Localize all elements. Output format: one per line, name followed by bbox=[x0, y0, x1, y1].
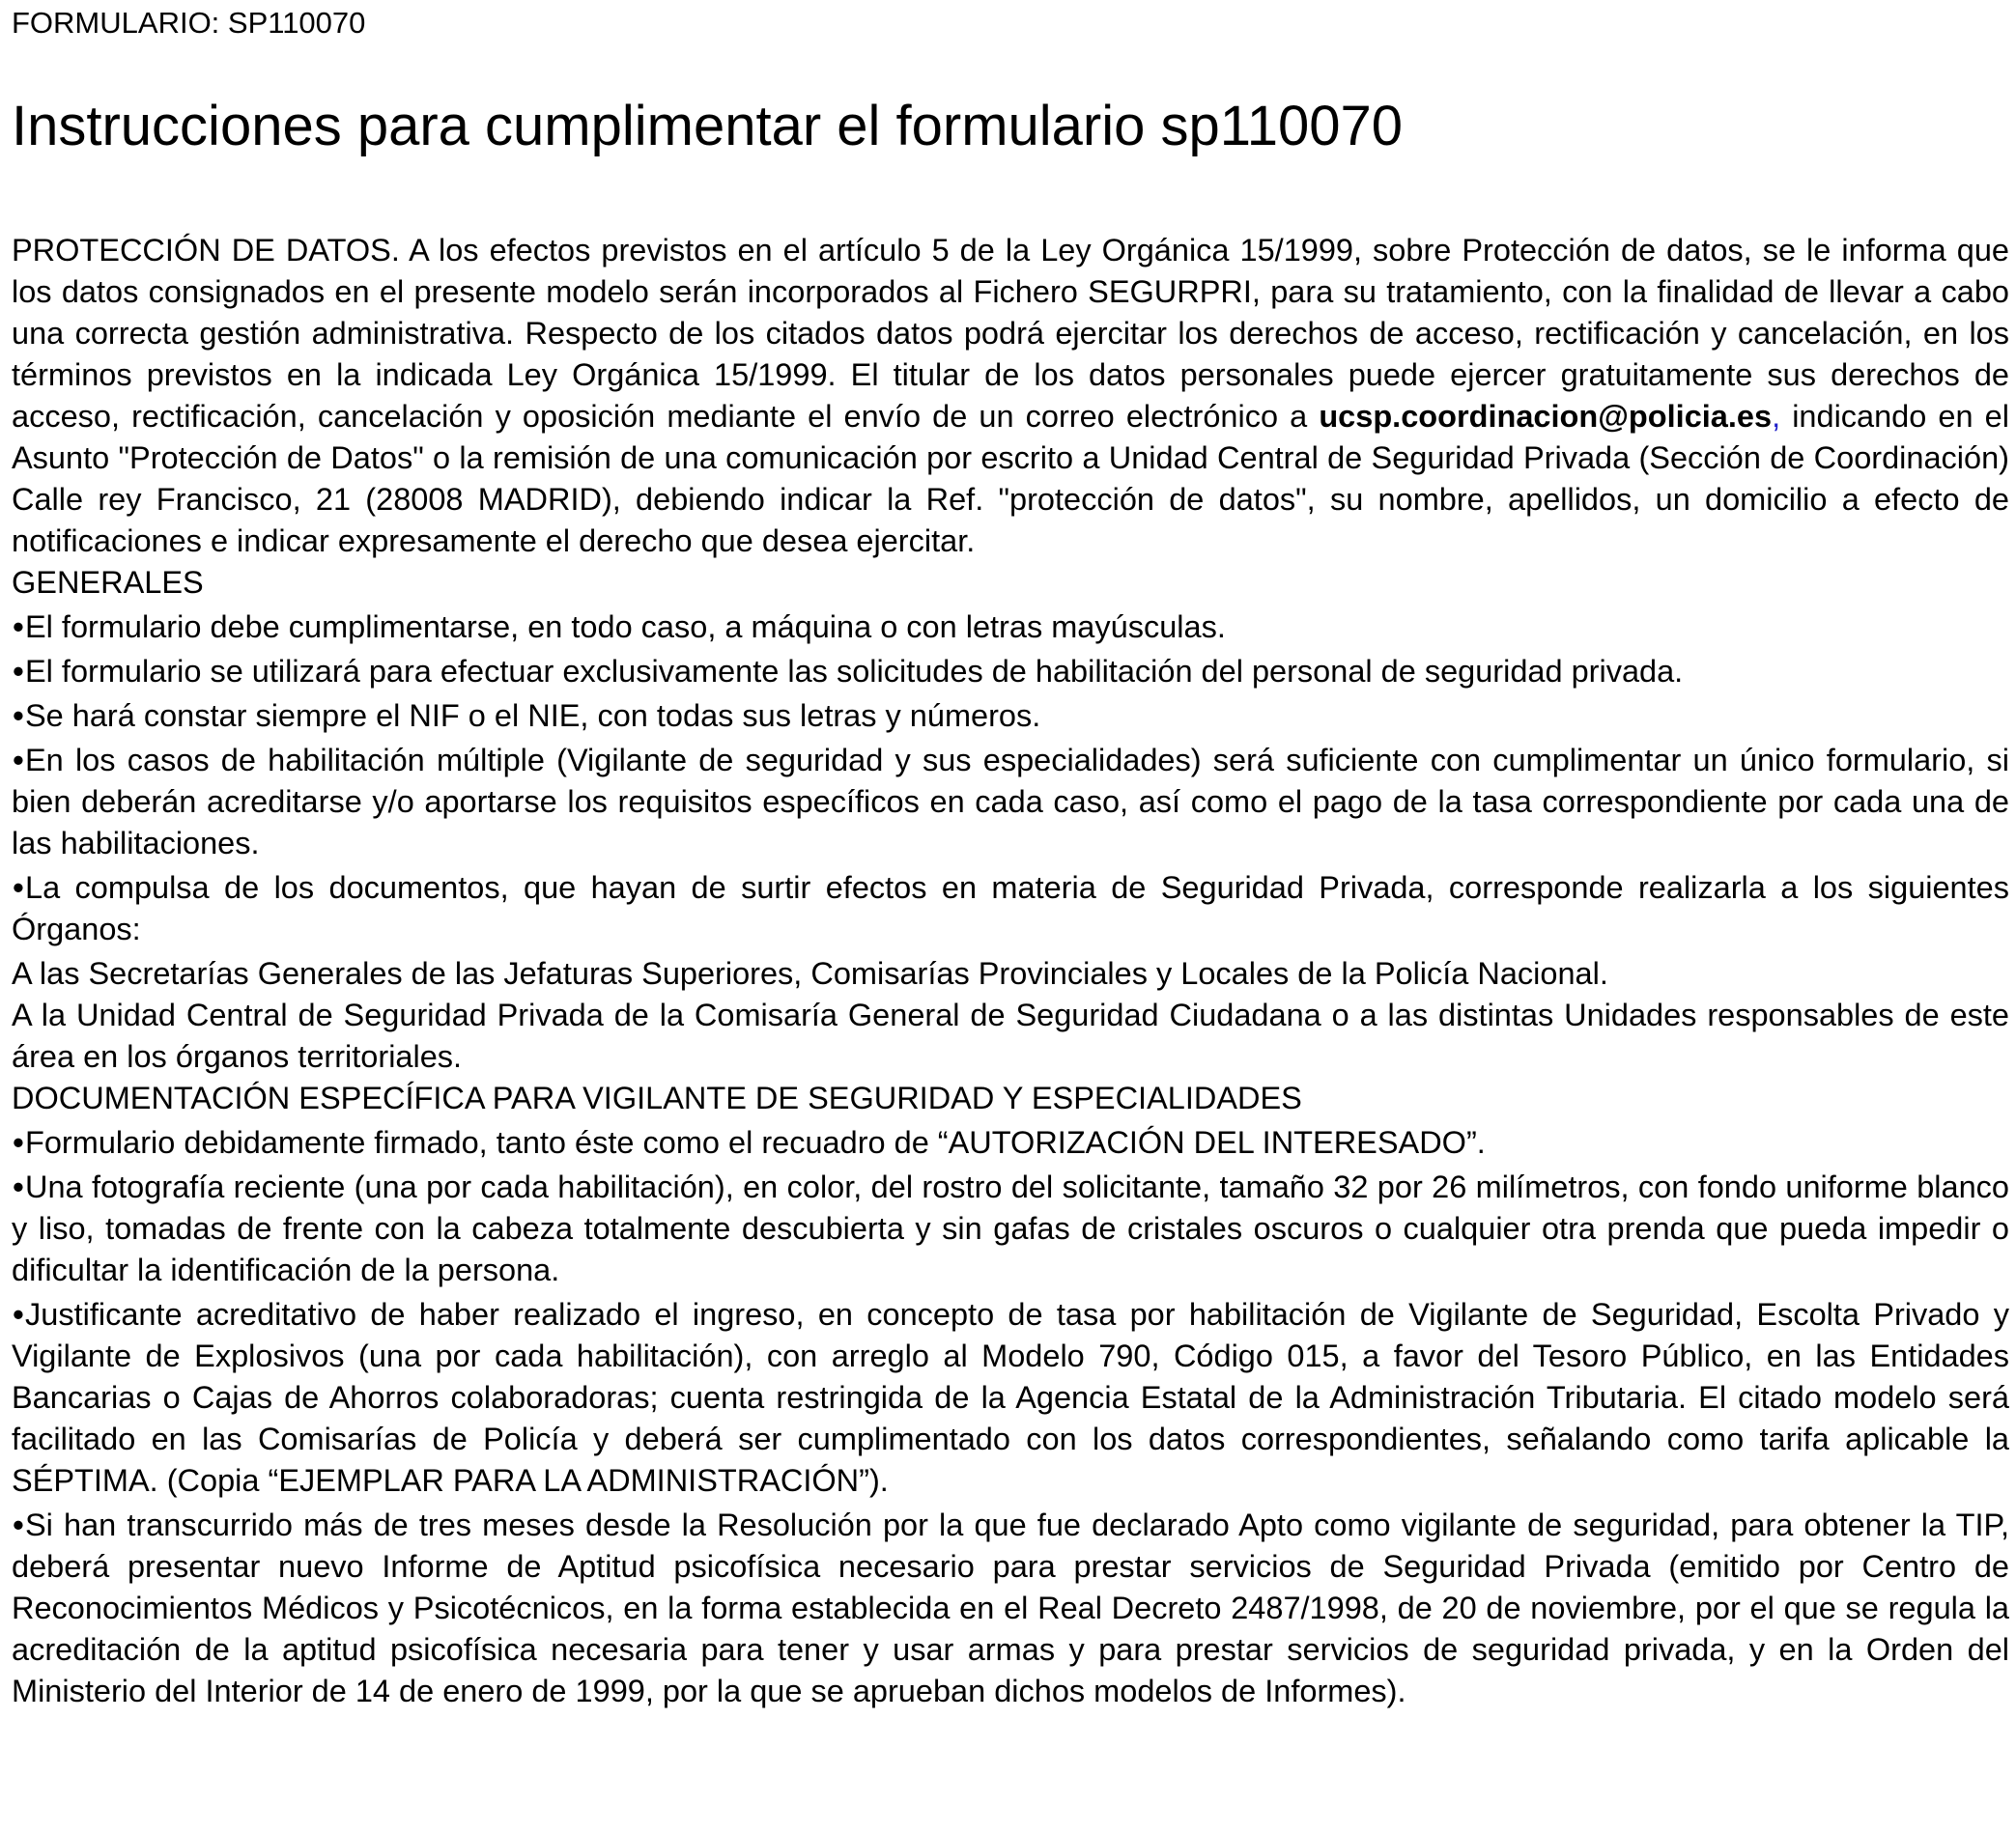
list-item bbox=[12, 1294, 2009, 1502]
compulsa-organ-paragraph: A las Secretarías Generales de las Jefaturas Superiores, Comisarías Provinciales y Locales de la Policía Nacional. bbox=[12, 956, 1608, 991]
section-heading-generales: GENERALES bbox=[12, 565, 204, 600]
list-item bbox=[12, 740, 2009, 864]
data-protection-text-after: indicando en el Asunto "Protección de Datos" o la remisión de una comunicación por escrito a Unidad Central de Seguridad Privada (Sección de Coordinación) Calle rey Francisco, 21 (28008 MADRID), debiendo indicar la Ref. "protección de datos", su nombre, apellidos, un domicilio a efecto de notificaciones e indicar expresamente el derecho que desea ejercitar. bbox=[12, 399, 2009, 558]
list-item-text: Si han transcurrido más de tres meses desde la Resolución por la que fue declarado Apto como vigilante de seguridad, para obtener la TIP, deberá presentar nuevo Informe de Aptitud psicofísica necesario para prestar servicios de Seguridad Privada (emitido por Centro de Reconocimientos Médicos y Psicotécnicos, en la forma establecida en el Real Decreto 2487/1998, de 20 de noviembre, por el que se regula la acreditación de la aptitud psicofísica necesaria para tener y usar armas y para prestar servicios de seguridad privada, y en la Orden del Ministerio del Interior de 14 de enero de 1999, por la que se aprueban dichos modelos de Informes). bbox=[12, 1508, 2009, 1708]
list-item-text: Justificante acreditativo de haber realizado el ingreso, en concepto de tasa por habilitación de Vigilante de Seguridad, Escolta Privado y Vigilante de Explosivos (una por cada habilitación), con arreglo al Modelo 790, Código 015, a favor del Tesoro Público, en las Entidades Bancarias o Cajas de Ahorros colaboradoras; cuenta restringida de la Agencia Estatal de la Administración Tributaria. El citado modelo será facilitado en las Comisarías de Policía y deberá ser cumplimentado con los datos correspondientes, señalando como tarifa aplicable la SÉPTIMA. (Copia “EJEMPLAR PARA LA ADMINISTRACIÓN”). bbox=[12, 1297, 2009, 1498]
data-protection-text-before: PROTECCIÓN DE DATOS. A los efectos previstos en el artículo 5 de la Ley Orgánica 15/1999, sobre Protección de datos, se le informa que los datos consignados en el presente modelo serán incorporados al Fichero SEGURPRI, para su tratamiento, con la finalidad de llevar a cabo una correcta gestión administrativa. Respecto de los citados datos podrá ejercitar los derechos de acceso, rectificación y cancelación, en los términos previstos en la indicada Ley Orgánica 15/1999. El titular de los datos personales puede ejercer gratuitamente sus derechos de acceso, rectificación, cancelación y oposición mediante el envío de un correo electrónico a bbox=[12, 233, 2009, 434]
bullet-icon: • bbox=[13, 1297, 24, 1332]
list-item bbox=[12, 606, 2009, 648]
list-item bbox=[12, 651, 2009, 692]
contact-email: ucsp.coordinacion@policia.es bbox=[1319, 399, 1773, 434]
form-code: FORMULARIO: SP110070 bbox=[12, 6, 366, 40]
bullet-icon: • bbox=[13, 1170, 24, 1204]
list-item bbox=[12, 695, 2009, 737]
list-item-text: En los casos de habilitación múltiple (Vigilante de seguridad y sus especialidades) será suficiente con cumplimentar un único formulario, si bien deberán acreditarse y/o aportarse los requisitos específicos en cada caso, así como el pago de la tasa correspondiente por cada una de las habilitaciones. bbox=[12, 743, 2009, 860]
list-item-text: La compulsa de los documentos, que hayan de surtir efectos en materia de Seguridad Privada, corresponde realizarla a los siguientes Órganos: bbox=[12, 870, 2009, 946]
list-item bbox=[12, 1122, 2009, 1164]
data-protection-paragraph bbox=[12, 230, 2009, 562]
list-item-text: El formulario se utilizará para efectuar exclusivamente las solicitudes de habilitación del personal de seguridad privada. bbox=[25, 654, 1684, 689]
bullet-icon: • bbox=[13, 654, 24, 689]
bullet-icon: • bbox=[13, 743, 24, 777]
list-item-text: Formulario debidamente firmado, tanto éste como el recuadro de “AUTORIZACIÓN DEL INTERESADO”. bbox=[25, 1125, 1486, 1160]
list-item-text: Una fotografía reciente (una por cada habilitación), en color, del rostro del solicitante, tamaño 32 por 26 milímetros, con fondo uniforme blanco y liso, tomadas de frente con la cabeza totalmente descubierta y sin gafas de cristales oscuros o cualquier otra prenda que pueda impedir o dificultar la identificación de la persona. bbox=[12, 1170, 2009, 1287]
list-item bbox=[12, 1505, 2009, 1712]
bullet-icon: • bbox=[13, 1508, 24, 1542]
email-comma: , bbox=[1772, 399, 1781, 434]
list-item-text: El formulario debe cumplimentarse, en todo caso, a máquina o con letras mayúsculas. bbox=[25, 609, 1226, 644]
compulsa-organ-paragraph: A la Unidad Central de Seguridad Privada de la Comisaría General de Seguridad Ciudadana o a las distintas Unidades responsables de este área en los órganos territoriales. bbox=[12, 998, 2009, 1074]
page-title: Instrucciones para cumplimentar el formulario sp110070 bbox=[12, 95, 1403, 157]
list-item-text: Se hará constar siempre el NIF o el NIE, con todas sus letras y números. bbox=[25, 698, 1041, 733]
section-heading-documentacion: DOCUMENTACIÓN ESPECÍFICA PARA VIGILANTE DE SEGURIDAD Y ESPECIALIDADES bbox=[12, 1081, 1302, 1115]
bullet-icon: • bbox=[13, 870, 24, 905]
bullet-icon: • bbox=[13, 609, 24, 644]
list-item bbox=[12, 1167, 2009, 1291]
bullet-icon: • bbox=[13, 698, 24, 733]
list-item bbox=[12, 867, 2009, 950]
document-page bbox=[12, 0, 2009, 1715]
bullet-icon: • bbox=[13, 1125, 24, 1160]
